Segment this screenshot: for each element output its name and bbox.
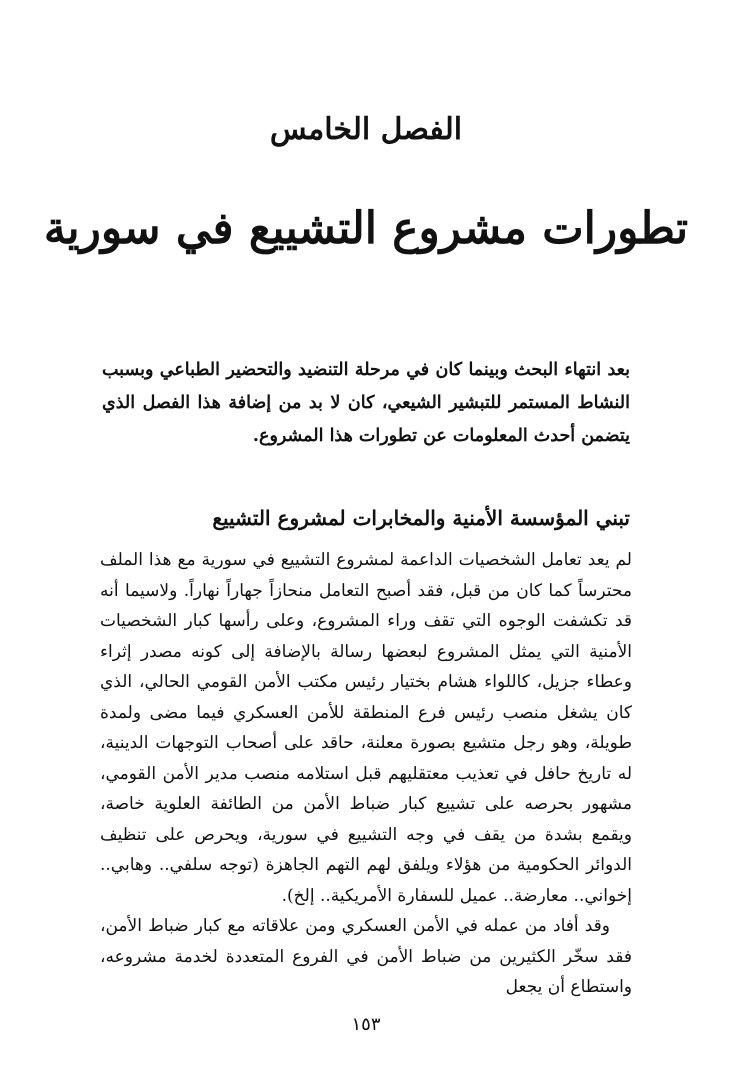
section-body: [100, 545, 632, 1003]
section-heading: تبني المؤسسة الأمنية والمخابرات لمشروع التشييع: [212, 506, 630, 530]
page-number: ١٥٣: [351, 1014, 381, 1035]
chapter-label: الفصل الخامس: [269, 112, 463, 147]
body-paragraph-2: وقد أفاد من عمله في الأمن العسكري ومن علاقاته مع كبار ضباط الأمن، فقد سخّر الكثيرين من ضباط الأمن في الفروع المتعددة لخدمة مشروعه، واستطاع أن يجعل: [100, 916, 632, 997]
chapter-title: تطورات مشروع التشييع في سورية: [43, 203, 689, 254]
intro-paragraph: بعد انتهاء البحث وبينما كان في مرحلة التنضيد والتحضير الطباعي وبسبب النشاط المستمر للتبشير الشيعي، كان لا بد من إضافة هذا الفصل الذي يتضمن أحدث المعلومات عن تطورات هذا المشروع.: [102, 360, 630, 446]
body-paragraph-1: لم يعد تعامل الشخصيات الداعمة لمشروع التشييع في سورية مع هذا الملف محترساً كما كان من قبل، فقد أصبح التعامل منحازاً جهاراً نهاراً. ولاسيما أنه قد تكشفت الوجوه التي تقف وراء المشروع، وعلى رأسها كبار الشخصيات الأمنية التي يمثل المشروع لبعضها رسالة بالإضافة إلى كونه مصدر إثراء وعطاء جزيل، كاللواء هشام بختيار رئيس مكتب الأمن القومي الحالي، الذي كان يشغل منصب رئيس فرع المنطقة للأمن العسكري فيما مضى ولمدة طويلة، وهو رجل متشيع بصورة معلنة، حاقد على أصحاب التوجهات الدينية، له تاريخ حافل في تعذيب معتقليهم قبل استلامه منصب مدير الأمن القومي، مشهور بحرصه على تشييع كبار ضباط الأمن من الطائفة العلوية خاصة، ويقمع بشدة من يقف في وجه التشييع في سورية، ويحرص على تنظيف الدوائر الحكومية من هؤلاء ويلفق لهم التهم الجاهزة (توجه سلفي.. وهابي.. إخواني.. معارضة.. عميل للسفارة الأمريكية.. إلخ).: [100, 550, 632, 906]
